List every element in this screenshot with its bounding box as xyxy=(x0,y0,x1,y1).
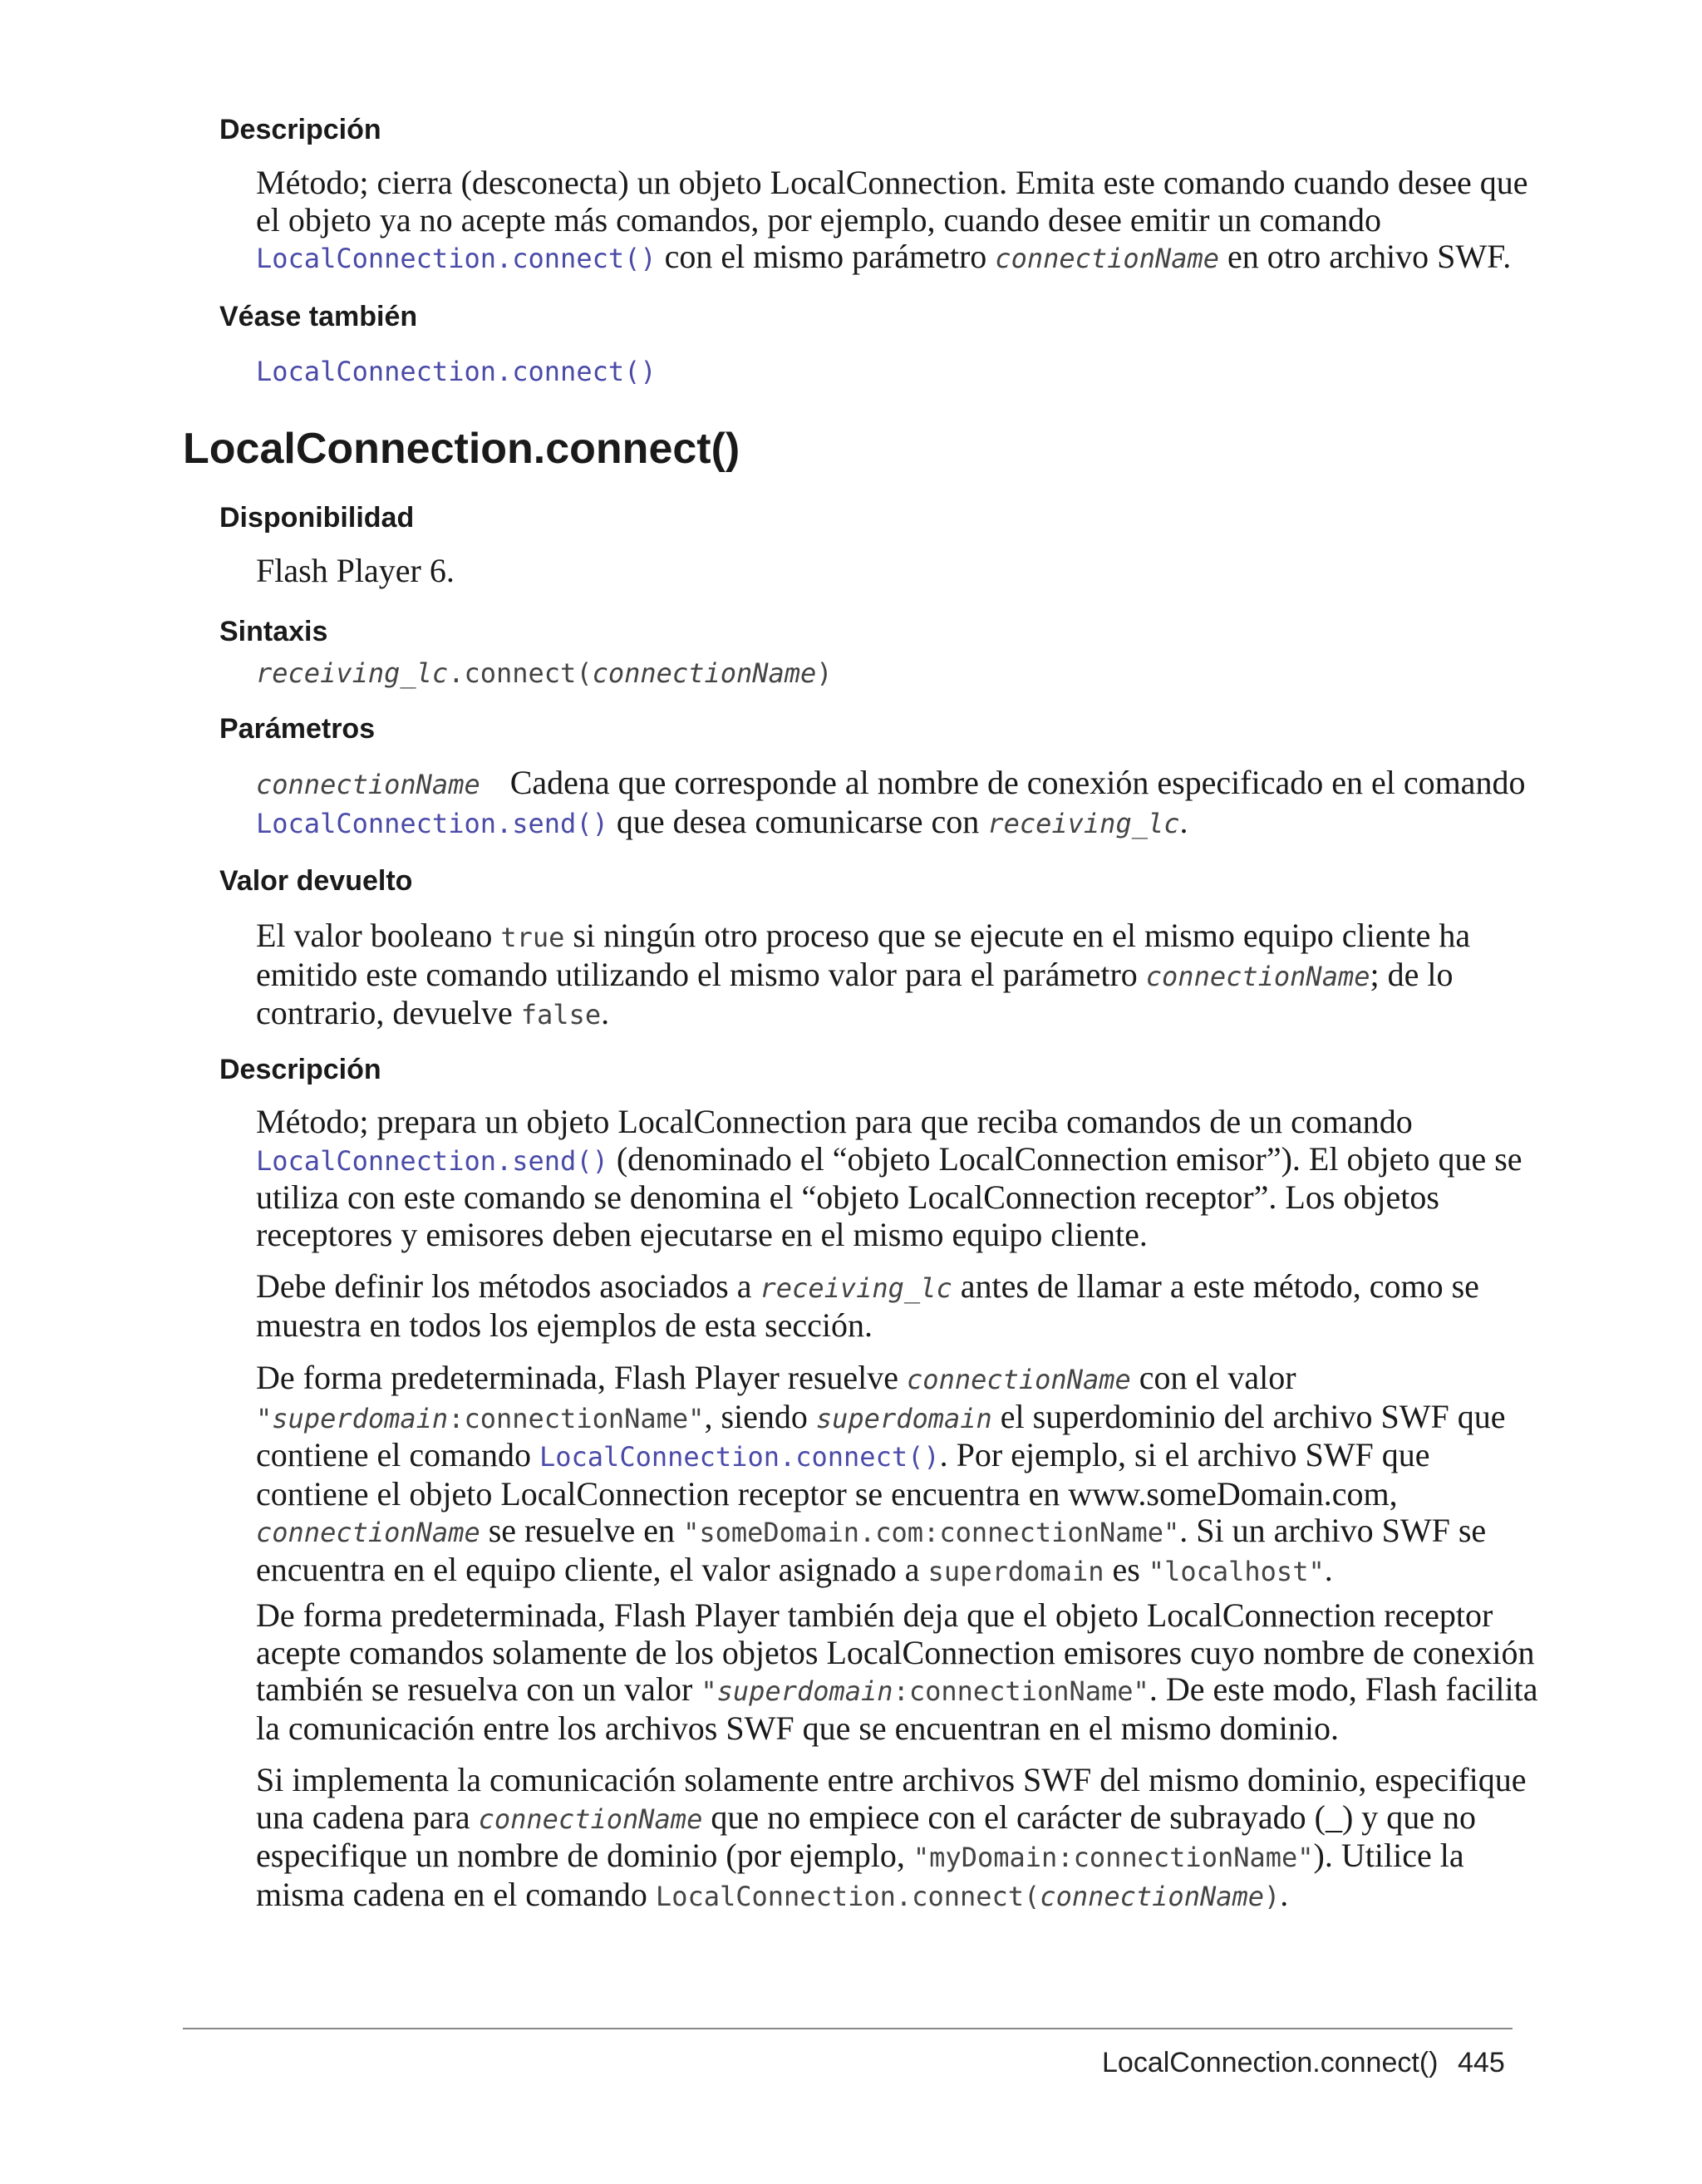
text-line: contiene el objeto LocalConnection receptor se encuentra en www.someDomain.com, xyxy=(256,1474,1398,1513)
code-superdomain: superdomain xyxy=(716,1675,893,1707)
see-also-link-connect[interactable]: LocalConnection.connect() xyxy=(256,356,657,387)
text-line: el objeto ya no acepte más comandos, por ejemplo, cuando desee emitir un comando xyxy=(256,200,1382,239)
text-line: acepte comandos solamente de los objetos LocalConnection emisores cuyo nombre de conexión xyxy=(256,1633,1535,1671)
section-heading-valor-devuelto: Valor devuelto xyxy=(219,865,413,897)
section-heading-sintaxis: Sintaxis xyxy=(219,616,328,647)
param-description: Cadena que corresponde al nombre de conexión especificado en el comando xyxy=(509,764,1526,801)
code-connectionname: connectionName xyxy=(478,1803,703,1835)
link-connect[interactable]: LocalConnection.connect() xyxy=(539,1441,940,1473)
text-span: , siendo xyxy=(704,1397,816,1435)
return-value-block xyxy=(256,917,1527,1034)
text-span: que no empiece con el carácter de subrayado (_) y que no xyxy=(702,1798,1477,1836)
text-span: en otro archivo SWF. xyxy=(1219,238,1512,275)
code-method: .connect( xyxy=(448,657,593,689)
description-close-paragraph xyxy=(256,165,1527,278)
code-false: false xyxy=(520,999,602,1031)
code-connect-call: LocalConnection.connect( xyxy=(655,1880,1040,1912)
text-span: especifique un nombre de dominio (por ejemplo, xyxy=(256,1837,913,1874)
text-span: De forma predeterminada, Flash Player resuelve xyxy=(256,1359,908,1396)
code-connectionname: connectionName xyxy=(256,1517,480,1548)
section-heading-disponibilidad: Disponibilidad xyxy=(219,502,415,534)
text-span: emitido este comando utilizando el mismo valor para el parámetro xyxy=(256,955,1146,993)
text-span: el superdominio del archivo SWF que xyxy=(991,1397,1506,1435)
text-span: . xyxy=(1324,1550,1333,1588)
link-send[interactable]: LocalConnection.send() xyxy=(256,1144,608,1177)
text-span: . Si un archivo SWF se xyxy=(1179,1512,1487,1549)
code-somedomain: "someDomain.com:connectionName" xyxy=(683,1517,1180,1548)
description-paragraph-1 xyxy=(256,1104,1527,1253)
page-title: LocalConnection.connect() xyxy=(183,425,740,473)
text-span: El valor booleano xyxy=(256,917,501,954)
text-line: Método; cierra (desconecta) un objeto LocalConnection. Emita este comando cuando desee que xyxy=(256,164,1528,201)
code-connectionname-suffix: :connectionName" xyxy=(893,1675,1149,1707)
code-receiving-lc: receiving_lc xyxy=(987,807,1180,839)
text-span: ; de lo xyxy=(1370,955,1454,993)
section-heading-vease-tambien: Véase también xyxy=(219,301,418,332)
code-localhost: "localhost" xyxy=(1148,1555,1325,1587)
code-connectionname: connectionName xyxy=(907,1364,1131,1395)
availability-text: Flash Player 6. xyxy=(256,552,455,589)
text-line xyxy=(256,239,1527,278)
text-line: Método; prepara un objeto LocalConnection para que reciba comandos de un comando xyxy=(256,1103,1413,1140)
footer-title: LocalConnection.connect() xyxy=(1102,2047,1439,2078)
text-span: contiene el comando xyxy=(256,1436,539,1473)
text-span: se resuelve en xyxy=(480,1512,684,1549)
text-span: antes de llamar a este método, como se xyxy=(952,1267,1479,1305)
text-span: contrario, devuelve xyxy=(256,994,521,1031)
section-heading-descripcion-1: Descripción xyxy=(219,114,381,145)
code-quote: " xyxy=(256,1402,273,1434)
text-span: Debe definir los métodos asociados a xyxy=(256,1267,760,1305)
code-receiving-lc: receiving_lc xyxy=(760,1272,952,1304)
code-connectionname-suffix: :connectionName" xyxy=(448,1402,705,1434)
text-line: utiliza con este comando se denomina el “objeto LocalConnection receptor”. Los objetos xyxy=(256,1178,1439,1216)
text-span: . xyxy=(1280,1875,1289,1913)
page-number: 445 xyxy=(1458,2047,1505,2078)
section-heading-descripcion-2: Descripción xyxy=(219,1054,381,1085)
link-send[interactable]: LocalConnection.send() xyxy=(256,807,608,839)
text-span: . xyxy=(1179,802,1188,840)
text-span: también se resuelva con un valor xyxy=(256,1670,701,1708)
text-span: misma cadena en el comando xyxy=(256,1875,656,1913)
code-true: true xyxy=(500,922,565,953)
code-receiving-lc: receiving_lc xyxy=(256,657,449,689)
text-span: que desea comunicarse con xyxy=(608,802,988,840)
code-superdomain: superdomain xyxy=(272,1402,449,1434)
code-connectionname: connectionName xyxy=(1145,960,1370,992)
code-superdomain: superdomain xyxy=(927,1555,1104,1587)
section-heading-parametros: Parámetros xyxy=(219,713,376,745)
param-name: connectionName xyxy=(256,769,480,800)
description-paragraph-5 xyxy=(256,1762,1527,1915)
link-connect[interactable]: LocalConnection.connect() xyxy=(256,243,657,274)
text-span: es xyxy=(1104,1550,1149,1588)
text-span: . Por ejemplo, si el archivo SWF que xyxy=(939,1436,1430,1473)
code-close: ) xyxy=(816,657,833,689)
text-line: Si implementa la comunicación solamente entre archivos SWF del mismo dominio, especifique xyxy=(256,1761,1527,1798)
text-line: la comunicación entre los archivos SWF que se encuentran en el mismo dominio. xyxy=(256,1709,1339,1747)
description-paragraph-3 xyxy=(256,1360,1527,1590)
text-line: De forma predeterminada, Flash Player también deja que el objeto LocalConnection receptor xyxy=(256,1596,1493,1634)
text-span: si ningún otro proceso que se ejecute en el mismo equipo cliente ha xyxy=(564,917,1471,954)
footer-divider xyxy=(183,2028,1513,2029)
code-connectionname: connectionName xyxy=(1040,1880,1265,1912)
text-span: con el valor xyxy=(1130,1359,1296,1396)
text-span: ). Utilice la xyxy=(1313,1837,1464,1874)
parameters-block xyxy=(256,765,1527,842)
text-span: una cadena para xyxy=(256,1798,479,1836)
text-span: . xyxy=(601,994,610,1031)
description-paragraph-2 xyxy=(256,1268,1527,1344)
text-line: receptores y emisores deben ejecutarse en el mismo equipo cliente. xyxy=(256,1215,1148,1253)
text-span: . De este modo, Flash facilita xyxy=(1149,1670,1538,1708)
code-superdomain: superdomain xyxy=(815,1402,992,1434)
text-span: con el mismo parámetro xyxy=(656,238,996,275)
code-param: connectionName xyxy=(592,657,817,689)
syntax-line xyxy=(256,653,1527,692)
text-line: muestra en todos los ejemplos de esta sección. xyxy=(256,1306,873,1344)
code-mydomain: "myDomain:connectionName" xyxy=(912,1842,1314,1873)
see-also-block xyxy=(256,353,1527,391)
text-span: encuentra en el equipo cliente, el valor asignado a xyxy=(256,1550,928,1588)
code-close: ) xyxy=(1264,1880,1281,1912)
code-connectionname: connectionName xyxy=(995,243,1220,274)
text-span: (denominado el “objeto LocalConnection emisor”). El objeto que se xyxy=(608,1139,1522,1178)
code-quote: " xyxy=(701,1675,717,1707)
description-paragraph-4 xyxy=(256,1596,1538,1747)
